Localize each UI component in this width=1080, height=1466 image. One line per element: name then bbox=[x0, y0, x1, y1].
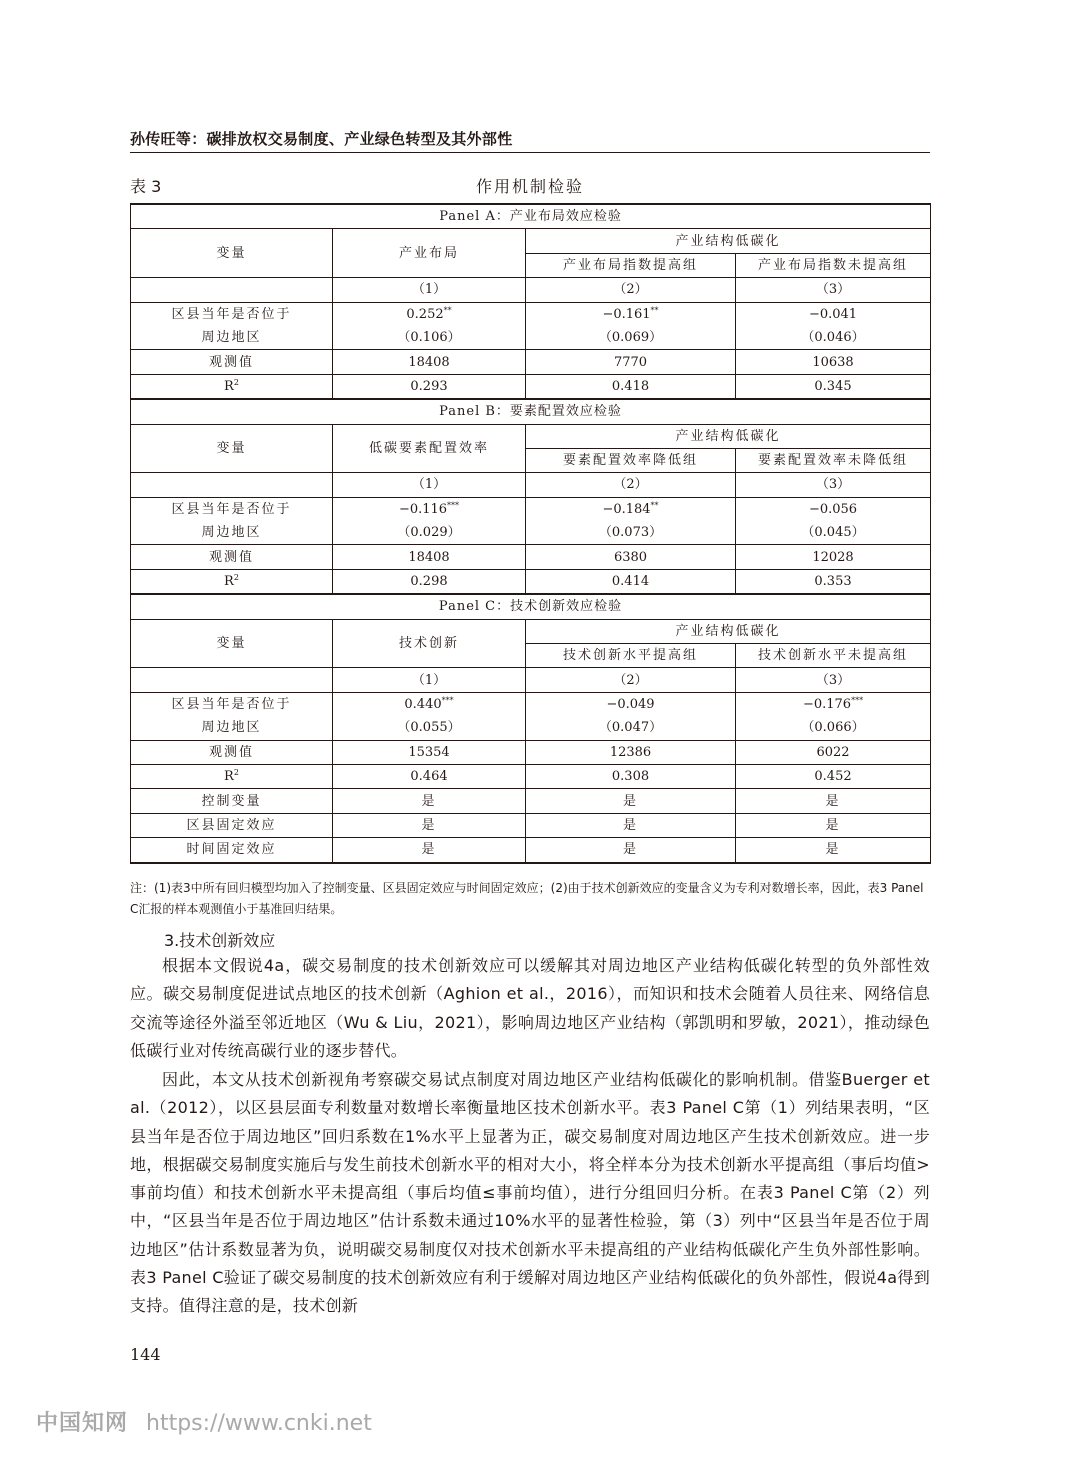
col3-header bbox=[736, 448, 931, 472]
col-num bbox=[526, 668, 736, 692]
col1-header bbox=[333, 619, 526, 668]
body-paragraph-1 bbox=[130, 952, 930, 1065]
r2-value-text: 0.293 bbox=[410, 378, 448, 394]
coef-row bbox=[131, 497, 931, 521]
col3-header bbox=[736, 644, 931, 668]
control-value bbox=[333, 838, 526, 863]
obs-label bbox=[131, 350, 333, 374]
col3-header bbox=[736, 253, 931, 277]
col-num bbox=[736, 278, 931, 302]
control-label bbox=[131, 789, 333, 813]
obs-value bbox=[736, 350, 931, 374]
r2-label bbox=[131, 569, 333, 594]
col1-header bbox=[333, 229, 526, 278]
col3-header-text: 技术创新水平未提高组 bbox=[758, 648, 909, 664]
r2-superscript: 2 bbox=[233, 573, 239, 583]
var-label-text: 区县当年是否位于 bbox=[171, 697, 292, 712]
se-cell bbox=[333, 326, 526, 350]
coef-cell bbox=[333, 692, 526, 716]
control-value bbox=[526, 813, 736, 837]
control-value bbox=[526, 789, 736, 813]
control-label-text: 区县固定效应 bbox=[186, 817, 277, 833]
se-value: （0.045） bbox=[801, 525, 865, 541]
header-row bbox=[131, 619, 931, 643]
obs-value bbox=[526, 350, 736, 374]
col-number-row bbox=[131, 278, 931, 302]
var-header-text: 变量 bbox=[216, 245, 247, 261]
col1-header-text: 产业布局 bbox=[398, 245, 459, 261]
mechanism-test-table bbox=[130, 203, 931, 864]
body-paragraph-2 bbox=[130, 1066, 930, 1321]
coef-cell bbox=[736, 302, 931, 326]
coef-cell bbox=[736, 692, 931, 716]
var-label-text: 周边地区 bbox=[201, 720, 262, 736]
significance-stars: *** bbox=[851, 696, 864, 705]
coef-cell bbox=[526, 302, 736, 326]
r2-value-text: 0.345 bbox=[814, 378, 852, 394]
var-header-text: 变量 bbox=[216, 636, 247, 652]
var-label bbox=[131, 716, 333, 740]
table-title: 作用机制检验 bbox=[475, 177, 584, 196]
var-label-text: 区县当年是否位于 bbox=[171, 501, 292, 517]
obs-value-text: 15354 bbox=[408, 744, 450, 760]
col1-header bbox=[333, 424, 526, 473]
var-label-text: 区县当年是否位于 bbox=[171, 306, 292, 322]
var-label bbox=[131, 302, 333, 326]
control-value bbox=[526, 838, 736, 863]
table-body bbox=[131, 204, 931, 863]
r2-value-text: 0.418 bbox=[611, 378, 650, 394]
r2-value bbox=[333, 569, 526, 594]
r2-superscript: 2 bbox=[233, 377, 239, 387]
significance-stars: *** bbox=[447, 500, 460, 510]
coef-value: −0.056 bbox=[808, 501, 858, 517]
col2-header bbox=[526, 253, 736, 277]
control-value-text: 是 bbox=[622, 817, 638, 833]
significance-stars: ** bbox=[650, 305, 659, 315]
var-header bbox=[131, 229, 333, 278]
var-label bbox=[131, 521, 333, 545]
obs-value-text: 6022 bbox=[816, 744, 850, 760]
significance-stars: ** bbox=[650, 500, 659, 510]
r2-value bbox=[526, 569, 736, 594]
panel-title bbox=[131, 594, 931, 619]
col-num bbox=[333, 668, 526, 692]
col-num-text: （2） bbox=[613, 282, 648, 298]
group-header-text: 产业结构低碳化 bbox=[675, 428, 781, 444]
header-rule bbox=[130, 152, 930, 153]
panel-title-row bbox=[131, 594, 931, 619]
coef-value: 0.252 bbox=[406, 306, 444, 322]
significance-stars: *** bbox=[441, 696, 454, 705]
col2-header-text: 要素配置效率降低组 bbox=[562, 453, 698, 469]
coef-cell bbox=[526, 497, 736, 521]
var-header bbox=[131, 424, 333, 473]
empty-cell bbox=[131, 473, 333, 497]
control-label bbox=[131, 838, 333, 863]
control-value bbox=[736, 838, 931, 863]
panel-title-text: Panel C：技术创新效应检验 bbox=[438, 599, 623, 615]
control-value-text: 是 bbox=[421, 817, 437, 833]
group-header bbox=[526, 229, 931, 253]
col2-header-text: 产业布局指数提高组 bbox=[562, 257, 698, 273]
coef-value: −0.184 bbox=[602, 501, 651, 517]
r2-row bbox=[131, 374, 931, 399]
var-label-text: 周边地区 bbox=[201, 525, 262, 541]
coef-value: −0.116 bbox=[398, 501, 448, 517]
col-num-text: （1） bbox=[411, 282, 447, 298]
col3-header-text: 要素配置效率未降低组 bbox=[758, 453, 909, 469]
obs-label bbox=[131, 740, 333, 764]
control-row bbox=[131, 789, 931, 813]
coef-value: 0.440 bbox=[404, 697, 442, 712]
table-number: 表 3 bbox=[130, 177, 162, 196]
obs-value-text: 6380 bbox=[613, 549, 648, 565]
control-value bbox=[736, 813, 931, 837]
col-number-row bbox=[131, 668, 931, 692]
r2-label-text: R bbox=[224, 574, 234, 590]
r2-value bbox=[736, 374, 931, 399]
r2-value bbox=[526, 374, 736, 399]
se-cell bbox=[333, 716, 526, 740]
coef-value: −0.049 bbox=[606, 697, 655, 712]
header-row bbox=[131, 424, 931, 448]
obs-row bbox=[131, 350, 931, 374]
se-cell bbox=[736, 521, 931, 545]
se-value: （0.029） bbox=[397, 525, 461, 541]
header-row bbox=[131, 229, 931, 253]
obs-value bbox=[736, 740, 931, 764]
obs-row bbox=[131, 740, 931, 764]
control-value-text: 是 bbox=[421, 793, 437, 809]
r2-value bbox=[333, 764, 526, 788]
control-value-text: 是 bbox=[622, 842, 638, 858]
control-value bbox=[736, 789, 931, 813]
section-heading: 3.技术创新效应 bbox=[164, 931, 276, 950]
significance-stars: ** bbox=[443, 305, 452, 315]
r2-value-text: 0.414 bbox=[611, 574, 650, 590]
col2-header-text: 技术创新水平提高组 bbox=[562, 648, 698, 664]
se-cell bbox=[526, 326, 736, 350]
control-row bbox=[131, 838, 931, 863]
r2-row bbox=[131, 764, 931, 788]
control-label-text: 控制变量 bbox=[201, 793, 262, 809]
page-number: 144 bbox=[130, 1345, 161, 1364]
col-num bbox=[526, 278, 736, 302]
paragraph-text: 因此，本文从技术创新视角考察碳交易试点制度对周边地区产业结构低碳化的影响机制。借鉴Buerger et al.（2012），以区县层面专利数量对数增长率衡量地区技术创新水平。表3 Panel C第（1）列结果表明，“区县当年是否位于周边地区”回归系数在1%水平上显著为正，碳交易制度对周边地区产生技术创新效应。进一步地，根据碳交易制度实施后与发生前技术创新水平的相对大小，将全样本分为技术创新水平提高组（事后均值>事前均值）和技术创新水平未提高组（事后均值≤事前均值），进行分组回归分析。在表3 Panel C第（2）列中，“区县当年是否位于周边地区”估计系数未通过10%水平的显著性检验，第（3）列中“区县当年是否位于周边地区”估计系数显著为负，说明碳交易制度仅对技术创新水平未提高组的产业结构低碳化产生负外部性影响。表3 Panel C验证了碳交易制度的技术创新效应有利于缓解对周边地区产业结构低碳化的负外部性，假说4a得到支持。值得注意的是，技术创新 bbox=[130, 1070, 930, 1316]
obs-label-text: 观测值 bbox=[208, 354, 254, 370]
table-caption bbox=[130, 174, 930, 198]
panel-title bbox=[131, 204, 931, 229]
se-value: （0.055） bbox=[397, 720, 461, 736]
group-header bbox=[526, 619, 931, 643]
r2-value bbox=[736, 569, 931, 594]
control-value-text: 是 bbox=[825, 817, 841, 833]
col1-header-text: 低碳要素配置效率 bbox=[368, 440, 489, 456]
col-num-text: （2） bbox=[613, 477, 648, 493]
obs-label-text: 观测值 bbox=[208, 549, 254, 565]
obs-value-text: 7770 bbox=[613, 354, 648, 370]
col2-header bbox=[526, 644, 736, 668]
coef-cell bbox=[333, 302, 526, 326]
control-value-text: 是 bbox=[421, 842, 437, 858]
obs-label-text: 观测值 bbox=[208, 744, 254, 760]
coef-value: −0.161 bbox=[602, 306, 651, 322]
empty-cell bbox=[131, 278, 333, 302]
col-num bbox=[736, 668, 931, 692]
control-label-text: 时间固定效应 bbox=[186, 842, 277, 858]
control-value-text: 是 bbox=[825, 842, 841, 858]
col-num bbox=[333, 278, 526, 302]
r2-superscript: 2 bbox=[233, 768, 239, 778]
col-num-text: （3） bbox=[815, 672, 851, 688]
se-cell bbox=[333, 521, 526, 545]
obs-value bbox=[526, 545, 736, 569]
var-label bbox=[131, 326, 333, 350]
col-num-text: （2） bbox=[613, 672, 648, 688]
se-row bbox=[131, 521, 931, 545]
col-num-text: （3） bbox=[815, 477, 851, 493]
group-header-text: 产业结构低碳化 bbox=[675, 233, 781, 249]
watermark bbox=[36, 1406, 372, 1437]
empty-cell bbox=[131, 668, 333, 692]
obs-row bbox=[131, 545, 931, 569]
watermark-brand: 中国知网 bbox=[36, 1411, 129, 1436]
se-cell bbox=[736, 716, 931, 740]
obs-value-text: 18408 bbox=[408, 354, 450, 370]
r2-label-text: R bbox=[224, 769, 234, 785]
control-label bbox=[131, 813, 333, 837]
se-value: （0.047） bbox=[598, 720, 663, 736]
coef-cell bbox=[333, 497, 526, 521]
var-header-text: 变量 bbox=[216, 440, 247, 456]
se-value: （0.046） bbox=[801, 330, 865, 346]
control-row bbox=[131, 813, 931, 837]
r2-value-text: 0.308 bbox=[611, 769, 650, 785]
col3-header-text: 产业布局指数未提高组 bbox=[758, 257, 909, 273]
se-cell bbox=[526, 521, 736, 545]
group-header bbox=[526, 424, 931, 448]
coef-value: −0.176 bbox=[802, 697, 852, 712]
r2-value-text: 0.452 bbox=[814, 769, 852, 785]
control-value bbox=[333, 789, 526, 813]
se-row bbox=[131, 326, 931, 350]
control-value-text: 是 bbox=[825, 793, 841, 809]
se-cell bbox=[736, 326, 931, 350]
coef-cell bbox=[736, 497, 931, 521]
se-value: （0.106） bbox=[397, 330, 461, 346]
r2-label bbox=[131, 764, 333, 788]
panel-title bbox=[131, 399, 931, 424]
obs-value bbox=[333, 350, 526, 374]
r2-label-text: R bbox=[224, 378, 234, 394]
r2-value bbox=[333, 374, 526, 399]
col-num bbox=[333, 473, 526, 497]
col-number-row bbox=[131, 473, 931, 497]
se-cell bbox=[526, 716, 736, 740]
table-note: 注：(1)表3中所有回归模型均加入了控制变量、区县固定效应与时间固定效应；(2)由于技术创新效应的变量含义为专利对数增长率，因此，表3 Panel C汇报的样本观测值小于基准回归结果。 bbox=[130, 881, 924, 916]
obs-value-text: 18408 bbox=[408, 549, 450, 565]
se-value: （0.069） bbox=[598, 330, 663, 346]
r2-value-text: 0.353 bbox=[814, 574, 852, 590]
obs-value bbox=[333, 545, 526, 569]
r2-row bbox=[131, 569, 931, 594]
var-label bbox=[131, 497, 333, 521]
obs-value-text: 10638 bbox=[812, 354, 854, 370]
coef-row bbox=[131, 302, 931, 326]
watermark-url: https://www.cnki.net bbox=[146, 1411, 372, 1436]
obs-value-text: 12386 bbox=[609, 744, 652, 760]
r2-value bbox=[736, 764, 931, 788]
se-value: （0.073） bbox=[598, 525, 663, 541]
col-num bbox=[526, 473, 736, 497]
control-value-text: 是 bbox=[622, 793, 638, 809]
var-label bbox=[131, 692, 333, 716]
running-header: 孙传旺等：碳排放权交易制度、产业绿色转型及其外部性 bbox=[130, 130, 513, 148]
var-header bbox=[131, 619, 333, 668]
obs-value bbox=[333, 740, 526, 764]
coef-row bbox=[131, 692, 931, 716]
panel-title-row bbox=[131, 399, 931, 424]
obs-value bbox=[526, 740, 736, 764]
panel-title-text: Panel A：产业布局效应检验 bbox=[439, 209, 622, 225]
col-num-text: （1） bbox=[411, 672, 447, 688]
coef-value: −0.041 bbox=[808, 306, 858, 322]
col1-header-text: 技术创新 bbox=[398, 636, 459, 652]
var-label-text: 周边地区 bbox=[201, 330, 262, 346]
col-num bbox=[736, 473, 931, 497]
r2-value-text: 0.464 bbox=[410, 769, 448, 785]
r2-value bbox=[526, 764, 736, 788]
r2-value-text: 0.298 bbox=[410, 574, 448, 590]
obs-value bbox=[736, 545, 931, 569]
obs-value-text: 12028 bbox=[812, 549, 854, 565]
se-row bbox=[131, 716, 931, 740]
control-value bbox=[333, 813, 526, 837]
coef-cell bbox=[526, 692, 736, 716]
obs-label bbox=[131, 545, 333, 569]
r2-label bbox=[131, 374, 333, 399]
col-num-text: （1） bbox=[411, 477, 447, 493]
col2-header bbox=[526, 448, 736, 472]
se-value: （0.066） bbox=[801, 720, 865, 736]
panel-title-text: Panel B：要素配置效应检验 bbox=[439, 404, 622, 420]
col-num-text: （3） bbox=[815, 282, 851, 298]
paragraph-text: 根据本文假说4a，碳交易制度的技术创新效应可以缓解其对周边地区产业结构低碳化转型的负外部性效应。碳交易制度促进试点地区的技术创新（Aghion et al.，2016），而知识和技术会随着人员往来、网络信息交流等途径外溢至邻近地区（Wu & Liu，2021），影响周边地区产业结构（郭凯明和罗敏，2021），推动绿色低碳行业对传统高碳行业的逐步替代。 bbox=[130, 956, 930, 1060]
panel-title-row bbox=[131, 204, 931, 229]
group-header-text: 产业结构低碳化 bbox=[675, 623, 781, 639]
